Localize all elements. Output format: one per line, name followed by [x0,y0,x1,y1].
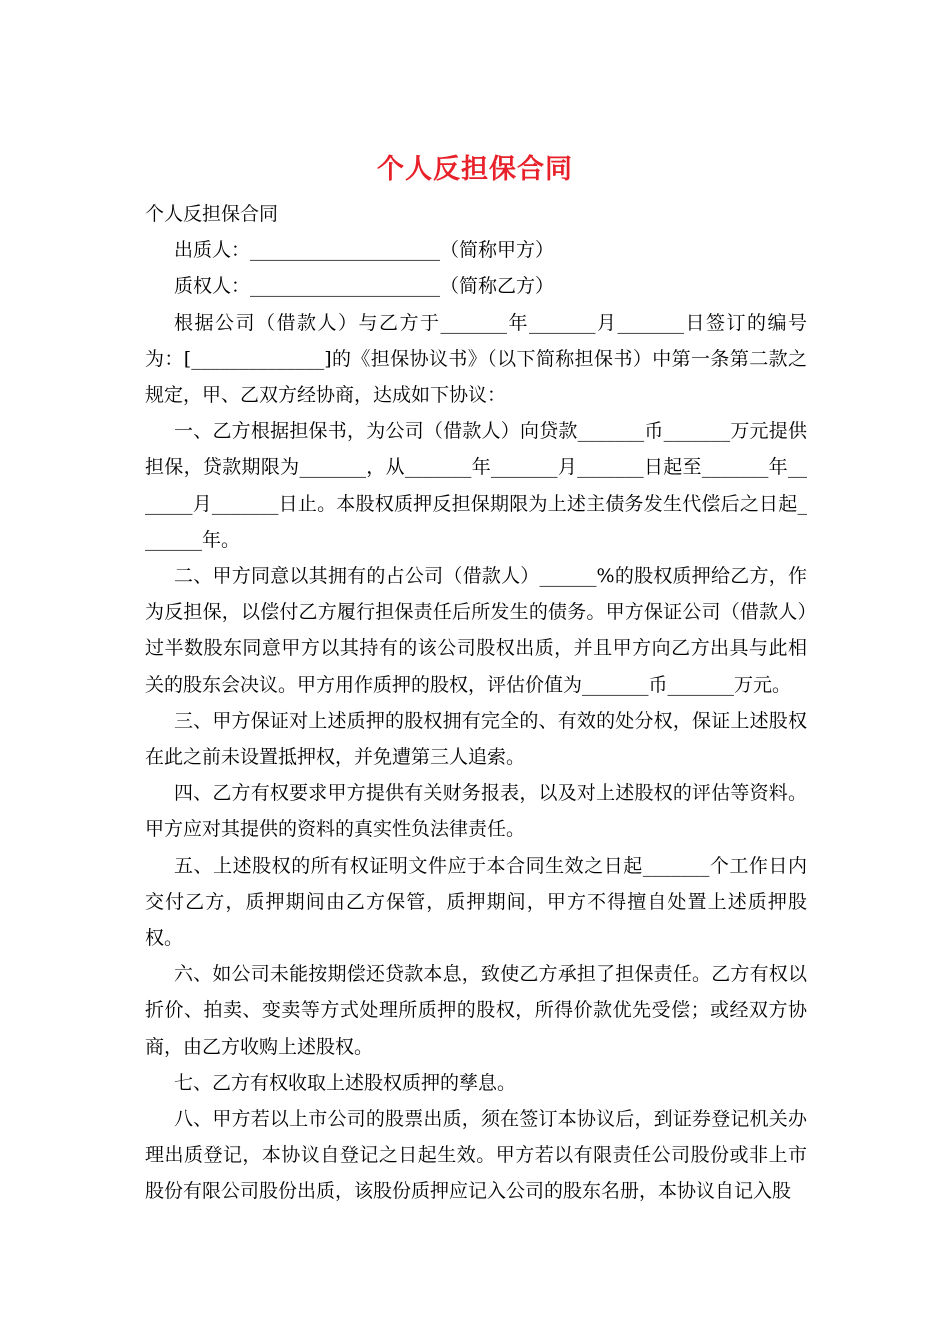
clause-4: 四、乙方有权要求甲方提供有关财务报表，以及对上述股权的评估等资料。甲方应对其提供的资料的真实性负法律责任。 [145,782,807,841]
clause-7: 七、乙方有权收取上述股权质押的孳息。 [174,1071,517,1094]
clause-1: 一、乙方根据担保书，为公司（借款人）向贷款_______币_______万元提供担保，贷款期限为_______，从_______年_______月_______日起至_______年__ _____月_______日止。本股权质押反担保期限为上述主债务发生代偿后之日起_ ______年。 [145,420,807,551]
document-body [145,196,807,1210]
body-heading: 个人反担保合同 [145,203,279,225]
pledgee-line: 质权人：____________________（简称乙方） [174,275,555,298]
clause-5: 五、上述股权的所有权证明文件应于本合同生效之日起_______个工作日内交付乙方，质押期间由乙方保管，质押期间，甲方不得擅自处置上述质押股权。 [145,854,807,950]
clause-8: 八、甲方若以上市公司的股票出质，须在签订本协议后，到证券登记机关办理出质登记，本协议自登记之日起生效。甲方若以有限责任公司股份或非上市股份有限公司股份出质，该股份质押应记入公司的股东名册，本协议自记入股 [145,1108,807,1203]
pledgor-line: 出质人：____________________（简称甲方） [174,239,555,262]
clause-2: 二、甲方同意以其拥有的占公司（借款人）______%的股权质押给乙方，作为反担保，以偿付乙方履行担保责任后所发生的债务。甲方保证公司（借款人）过半数股东同意甲方以其持有的该公司股权出质，并且甲方向乙方出具与此相关的股东会决议。甲方用作质押的股权，评估价值为_______币_______万元。 [145,565,807,696]
clause-3: 三、甲方保证对上述质押的股权拥有完全的、有效的处分权，保证上述股权在此之前未设置抵押权，并免遭第三人追索。 [145,709,807,769]
preamble-paragraph: 根据公司（借款人）与乙方于_______年_______月_______日签订的编号为：[______________]的《担保协议书》（以下简称担保书）中第一条第二款之规定，甲、乙双方经协商，达成如下协议： [145,311,807,407]
clause-6: 六、如公司未能按期偿还贷款本息，致使乙方承担了担保责任。乙方有权以折价、拍卖、变卖等方式处理所质押的股权，所得价款优先受偿；或经双方协商，由乙方收购上述股权。 [145,963,807,1058]
document-title: 个人反担保合同 [377,154,573,185]
